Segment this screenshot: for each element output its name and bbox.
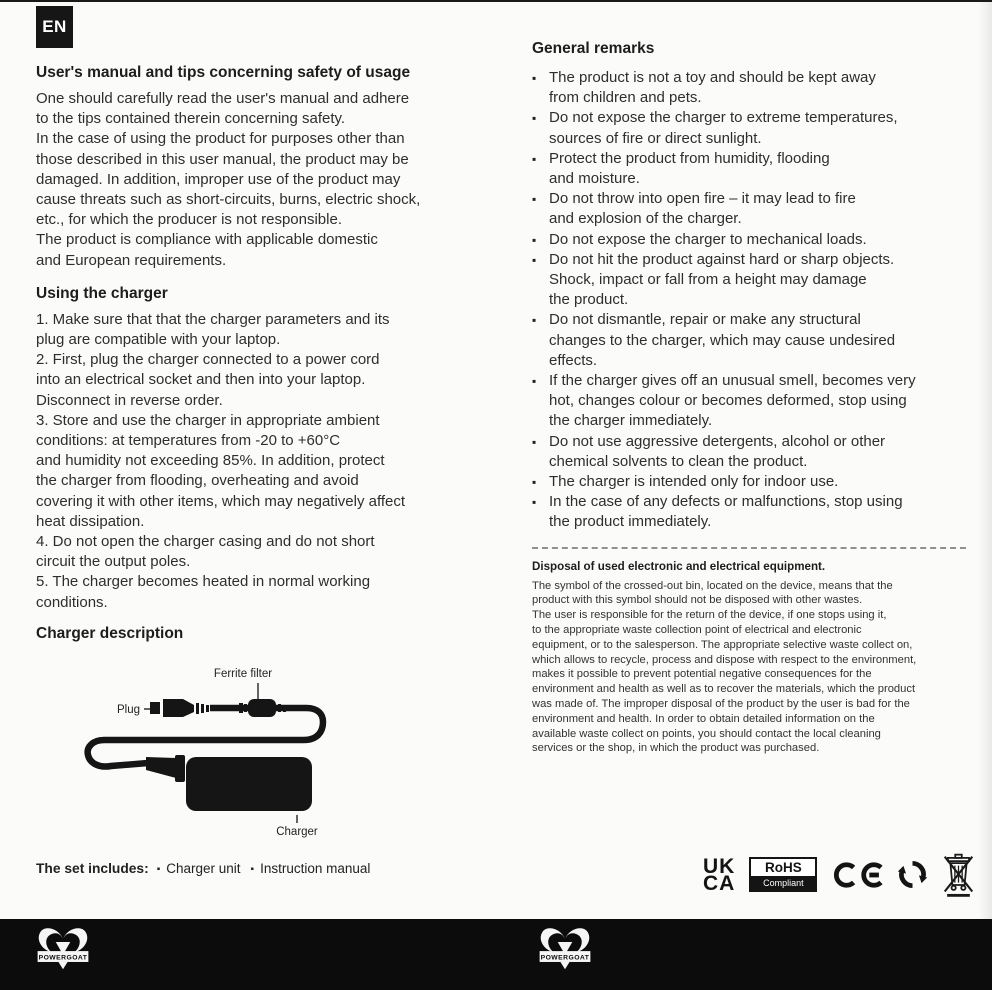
certification-marks-row bbox=[703, 851, 975, 898]
rohs-label: RoHS bbox=[764, 859, 802, 875]
description-section-title: Charger description bbox=[36, 624, 184, 642]
remark-text: If the charger gives off an unusual smell, becomes very hot, changes colour or becomes deformed, stop using the charger immediately. bbox=[549, 372, 916, 430]
bullet-icon: ▪ bbox=[532, 71, 537, 85]
remark-text: Do not throw into open fire – it may lead to fire and explosion of the charger. bbox=[549, 190, 856, 228]
crossed-bin-icon bbox=[942, 851, 975, 898]
remark-text: The product is not a toy and should be kept away from children and pets. bbox=[549, 69, 876, 107]
powergoat-wordmark: POWERGOAT bbox=[540, 954, 590, 962]
remark-item bbox=[532, 108, 968, 148]
bullet-icon: ▪ bbox=[532, 192, 537, 207]
remark-item bbox=[532, 492, 968, 532]
remark-text: Do not hit the product against hard or sharp objects. Shock, impact or fall from a height may damage the product. bbox=[549, 250, 895, 309]
goat-head-icon bbox=[541, 928, 590, 969]
set-item bbox=[157, 861, 241, 876]
remark-text: Do not expose the charger to mechanical loads. bbox=[549, 230, 867, 248]
remark-item bbox=[532, 230, 968, 250]
set-item bbox=[251, 861, 371, 876]
bullet-icon: ▪ bbox=[532, 434, 537, 449]
usage-section-title: User's manual and tips concerning safety of usage bbox=[36, 64, 411, 81]
language-badge: EN bbox=[36, 6, 73, 48]
remark-text: Do not use aggressive detergents, alcohol or other chemical solvents to clean the product. bbox=[549, 432, 886, 470]
powergoat-logo bbox=[536, 923, 594, 981]
rohs-mark bbox=[749, 857, 817, 893]
bullet-icon: ▪ bbox=[156, 863, 161, 875]
ce-mark-icon bbox=[831, 860, 883, 890]
remarks-list bbox=[532, 68, 968, 533]
set-item-label: Charger unit bbox=[166, 860, 241, 876]
remark-item bbox=[532, 189, 968, 229]
disposal-paragraph: The symbol of the crossed-out bin, located on the device, means that the product with this symbol should not be disposed with other wastes. The user is responsible for the return of the device, if one stops using it, to the appropriate waste collection point of electrical and electronic equipment, or to the salesperson. The appropriate selective waste collect on, which allows to recycle, process and dispose with respect to the environment, makes it possible to prevent potential negative consequences for the environment and health as well as to recover the materials, which the product was made of. The improper disposal of the product by the user is bad for the environment and health. In order to obtain detailed information on the available waste collect on points, you should contact the local cleaning services or the shop, in which the product was purchased. bbox=[532, 579, 917, 755]
remark-text: Protect the product from humidity, flooding and moisture. bbox=[549, 149, 830, 188]
plug-icon bbox=[150, 699, 209, 717]
dashed-divider bbox=[532, 547, 966, 549]
ukca-mark bbox=[703, 854, 736, 895]
ferrite-filter-icon bbox=[239, 699, 286, 717]
usage-paragraph: One should carefully read the user's manual and adhere to the tips contained therein concerning safety. In the case of using the product for purposes other than those described in this user manual, the product may be damaged. In addition, improper use of the product may cause threats such as short-circuits, burns, electric shock, etc., for which the producer is not responsible. The product is compliance with applicable domestic and European requirements. bbox=[36, 90, 421, 269]
remark-item bbox=[532, 310, 968, 371]
set-item-label: Instruction manual bbox=[260, 860, 371, 876]
footer-bar bbox=[0, 919, 992, 990]
bullet-icon: ▪ bbox=[532, 495, 537, 510]
using-paragraph: 1. Make sure that that the charger parameters and its plug are compatible with your laptop. 2. First, plug the charger connected to a power cord into an electrical socket and then into your laptop. Disconnect in reverse order. 3. Store and use the charger in appropriate ambient conditions: at temperatures from -20 to +60°C and humidity not exceeding 85%. In addition, protect the charger from flooding, overheating and avoid covering it with other items, which may negatively affect heat dissipation. 4. Do not open the charger casing and do not short circuit the output poles. 5. The charger becomes heated in normal working conditions. bbox=[36, 310, 406, 611]
bullet-icon: ▪ bbox=[250, 863, 255, 875]
remark-item bbox=[532, 250, 968, 311]
remark-item bbox=[532, 432, 968, 472]
bullet-icon: ▪ bbox=[532, 374, 537, 389]
bullet-icon: ▪ bbox=[532, 151, 537, 166]
bullet-icon: ▪ bbox=[532, 111, 537, 126]
remark-item bbox=[532, 68, 968, 108]
bullet-icon: ▪ bbox=[532, 313, 537, 328]
remarks-section-title: General remarks bbox=[532, 40, 655, 57]
ukca-top-text: UK bbox=[703, 854, 736, 878]
page-edge-shadow bbox=[978, 2, 992, 919]
disposal-section-title: Disposal of used electronic and electrical equipment. bbox=[532, 559, 826, 573]
charger-label: Charger bbox=[276, 825, 318, 838]
bullet-icon: ▪ bbox=[532, 232, 537, 247]
remark-item bbox=[532, 371, 968, 432]
charger-diagram bbox=[36, 647, 494, 839]
remark-text: In the case of any defects or malfunctions, stop using the product immediately. bbox=[549, 493, 903, 531]
powergoat-logo bbox=[34, 923, 92, 981]
using-section-title: Using the charger bbox=[36, 284, 168, 302]
plug-label: Plug bbox=[116, 703, 140, 716]
bullet-icon: ▪ bbox=[532, 252, 537, 267]
remark-text: Do not expose the charger to extreme temperatures, sources of fire or direct sunlight. bbox=[549, 109, 898, 147]
bullet-icon: ▪ bbox=[532, 475, 537, 490]
remark-text: The charger is intended only for indoor use. bbox=[549, 473, 839, 491]
set-includes-items bbox=[157, 861, 381, 876]
remark-item bbox=[532, 149, 968, 189]
remark-text: Do not dismantle, repair or make any structural changes to the charger, which may cause undesired effects. bbox=[549, 311, 896, 369]
powergoat-wordmark: POWERGOAT bbox=[38, 954, 88, 962]
left-column bbox=[36, 6, 494, 876]
rohs-compliant-label: Compliant bbox=[751, 876, 815, 891]
goat-head-icon bbox=[39, 928, 88, 969]
remark-item bbox=[532, 472, 968, 492]
set-includes-label: The set includes: bbox=[36, 860, 149, 876]
set-includes-line bbox=[36, 861, 494, 876]
charger-body-icon bbox=[146, 755, 312, 811]
right-column bbox=[532, 40, 968, 756]
recycle-icon bbox=[897, 859, 928, 890]
ferrite-filter-label: Ferrite filter bbox=[213, 667, 273, 680]
ukca-bottom-text: CA bbox=[703, 871, 736, 895]
